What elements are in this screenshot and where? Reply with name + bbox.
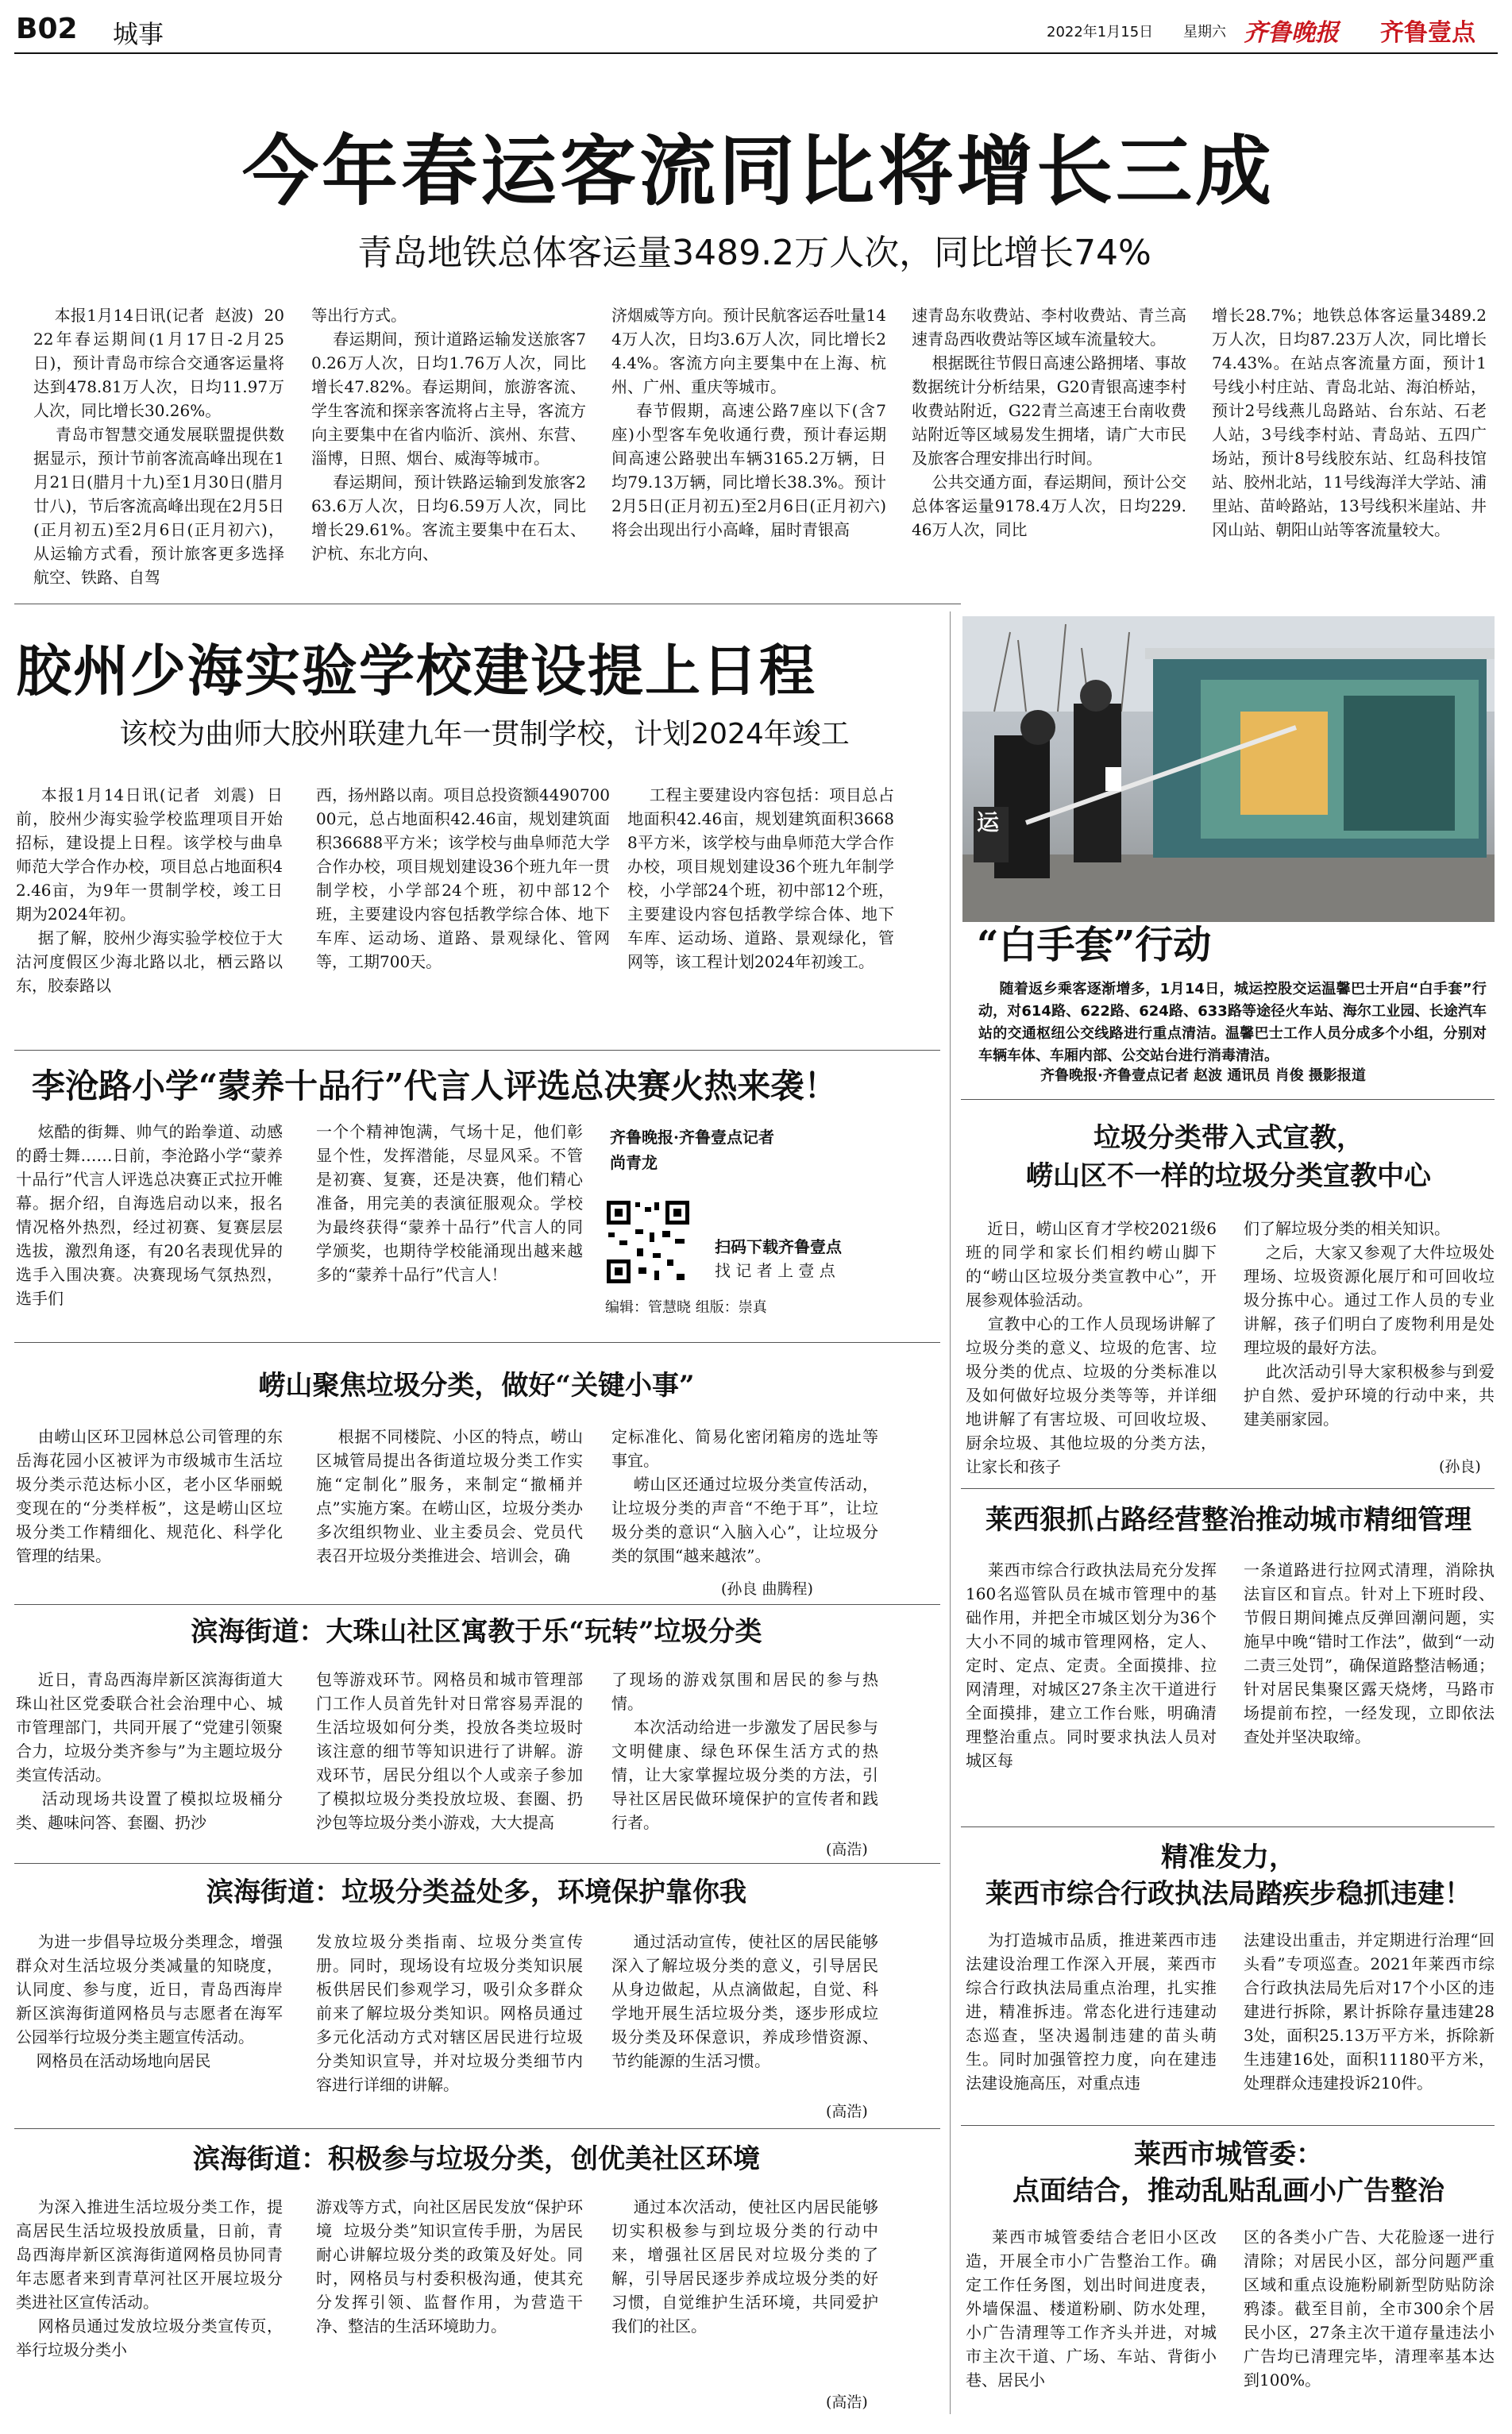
a8-bottom-rule <box>961 1488 1495 1489</box>
page-code: B02 <box>16 13 78 45</box>
a7-byline: (高浩) <box>826 2393 868 2411</box>
a3-col1: 炫酷的街舞、帅气的跆拳道、动感的爵士舞……日前，李沧路小学“蒙养十品行”代言人评选总决赛正式拉开帷幕。据介绍，自海选启动以来，报名情况格外热烈，经过初赛、复赛层层选拔，激烈角逐，有20名表现优异的选手入围决赛。决赛现场气氛热烈，选手们 <box>16 1122 283 1308</box>
a2-col2: 西，扬州路以南。项目总投资额449070000元，总占地面积42.46亩，规划建筑面积36688平方米；该学校与曲阜师范大学合作办校，项目规划建设36个班九年一贯制学校，小学部24个班，初中部12个班，主要建设内容包括教学综合体、地下车库、运动场、道路、景观绿化、管网等，工期700天。 <box>316 785 610 971</box>
a5-col1: 近日，青岛西海岸新区滨海街道大珠山社区党委联合社会治理中心、城市管理部门，共同开展了“党建引领聚合力，垃圾分类齐参与”为主题垃圾分类宣传活动。 活动现场共设置了模拟垃圾桶分类、趣味问答、套圈、扔沙 <box>16 1670 283 1832</box>
a4-col1: 由崂山区环卫园林总公司管理的东岳海花园小区被评为市级城市生活垃圾分类示范达标小区，老小区华丽蜕变现在的“分类样板”，这是崂山区垃圾分类工作精细化、规范化、科学化管理的结果。 <box>16 1427 283 1565</box>
a4-bottom-rule <box>14 1604 940 1605</box>
photo-credit: 齐鲁晚报·齐鲁壹点记者 赵波 通讯员 肖俊 摄影报道 <box>1040 1067 1366 1084</box>
a1-col1: 本报1月14日讯(记者 赵波) 2022年春运期间(1月17日-2月25日)，预计青岛市综合交通客运量将达到478.81万人次，日均11.97万人次，同比增长30.26%。 青岛市智慧交通发展联盟提供数据显示，预计节前客流高峰出现在1月21日(腊月十九)至1月30日(腊月廿八)，节后客流高峰出现在2月5日(正月初五)至2月6日(正月初六)，从运输方式看，预计旅客更多选择航空、铁路、自驾 <box>33 306 284 587</box>
qr-code[interactable] <box>604 1198 692 1286</box>
qr-code-icon <box>604 1198 692 1286</box>
a10-bottom-rule <box>961 2125 1495 2126</box>
a9-col2: 一条道路进行拉网式清理，消除执法盲区和盲点。针对上下班时段、节假日期间摊点反弹回潮问题，实施早中晚“错时工作法”，做到“一动二责三处罚”，确保道路整洁畅通；针对居民集聚区露天烧烤，马路市场提前布控，一经发现，立即依法查处并坚决取缔。 <box>1244 1560 1495 1746</box>
a10-col2: 法建设出重击，并定期进行治理“回头看”专项巡查。2021年莱西市综合行政执法局先后对17个小区的违建进行拆除，累计拆除存量违建283处，面积25.13万平方米，拆除新生违建16处，面积11180平方米，处理群众违建投诉210件。 <box>1244 1931 1495 2093</box>
a5-bottom-rule <box>14 1863 940 1864</box>
a1-subhead: 青岛地铁总体客运量3489.2万人次，同比增长74% <box>357 233 1151 273</box>
a8-headline-line2: 崂山区不一样的垃圾分类宣教中心 <box>1026 1160 1431 1192</box>
a3-headline: 李沧路小学“蒙养十品行”代言人评选总决赛火热来袭！ <box>32 1067 838 1105</box>
a8-byline: (孙良) <box>1439 1458 1481 1475</box>
a2-col3: 工程主要建设内容包括：项目总占地面积42.46亩，规划建筑面积36688平方米，该学校与曲阜师范大学合作办校，项目规划建设36个班九年制学校，小学部24个班，初中部12个班，主要建设内容包括教学综合体、地下车库、运动场、道路、景观绿化，管网等，该工程计划2024年初竣工。 <box>627 785 894 971</box>
white-glove-photo <box>962 616 1495 922</box>
brand-logo-qilu-evening: 齐鲁晚报 <box>1244 19 1339 47</box>
a3-reporter-name: 尚青龙 <box>610 1153 658 1172</box>
section-name: 城事 <box>113 19 164 49</box>
a11-headline-line2: 点面结合，推动乱贴乱画小广告整治 <box>1012 2175 1444 2207</box>
brand-logo-qilu-yidian: 齐鲁壹点 <box>1380 19 1475 47</box>
a11-col2: 区的各类小广告、大花脸逐一进行清除；对居民小区，部分问题严重区域和重点设施粉刷新型防贴防涂鸦漆。截至目前，全市300余个居民小区，27条主次干道存量违法小广告均已清理完毕，清理率基本达到100%。 <box>1244 2228 1495 2390</box>
a10-headline-line2: 莱西市综合行政执法局踏疾步稳抓违建！ <box>986 1878 1472 1910</box>
a8-col1: 近日，崂山区育才学校2021级6班的同学和家长们相约崂山脚下的“崂山区垃圾分类宣教中心”，开展参观体验活动。 宣教中心的工作人员现场讲解了垃圾分类的意义、垃圾的危害、垃圾分类的优点、垃圾的分类标准以及如何做好垃圾分类等等，并详细地讲解了有害垃圾、可回收垃圾、厨余垃圾、其他垃圾的分类方法，让家长和孩子 <box>966 1219 1217 1476</box>
a9-headline: 莱西狠抓占路经营整治推动城市精细管理 <box>986 1504 1472 1536</box>
a1-col4: 速青岛东收费站、李村收费站、青兰高速青岛西收费站等区域车流量较大。 根据既往节假日高速公路拥堵、事故数据统计分析结果，G20青银高速李村收费站附近，G22青兰高速王台南收费站附近等区域易发生拥堵，请广大市民及旅客合理安排出行时间。 公共交通方面，春运期间，预计公交总体客运量9178.4万人次，日均229.46万人次，同比 <box>912 306 1186 539</box>
a3-bottom-rule <box>14 1342 940 1343</box>
a11-col1: 莱西市城管委结合老旧小区改造，开展全市小广告整治工作。确定工作任务图，划出时间进度表，外墙保温、楼道粉刷、防水处理，小广告清理等工作齐头并进，对城市主次干道、广场、车站、背街小巷、居民小 <box>966 2228 1217 2390</box>
a1-headline: 今年春运客流同比将增长三成 <box>242 126 1275 216</box>
a6-bottom-rule <box>14 2128 940 2129</box>
a8-col2: 们了解垃圾分类的相关知识。 之后，大家又参观了大件垃圾处理场、垃圾资源化展厅和可回收垃圾分拣中心。通过工作人员的专业讲解，孩子们明白了废物利用是处理垃圾的最好方法。 此次活动引导大家积极参与到爱护自然、爱护环境的行动中来，共建美丽家园。 <box>1244 1219 1495 1429</box>
a11-headline-line1: 莱西市城管委： <box>1134 2139 1323 2170</box>
a6-col2: 发放垃圾分类指南、垃圾分类宣传册。同时，现场设有垃圾分类知识展板供居民们参观学习，吸引众多群众前来了解垃圾分类知识。网格员通过多元化活动方式对辖区居民进行垃圾分类知识宣导，并对垃圾分类细节内容进行详细的讲解。 <box>316 1932 583 2094</box>
a2-subhead: 该校为曲师大胶州联建九年一贯制学校，计划2024年竣工 <box>119 718 850 750</box>
a5-headline: 滨海街道：大珠山社区寓教于乐“玩转”垃圾分类 <box>191 1616 762 1648</box>
photo-caption-title: “白手套”行动 <box>977 923 1212 967</box>
a2-bottom-rule <box>14 1050 940 1051</box>
a3-reporter-label: 齐鲁晚报·齐鲁壹点记者 <box>610 1128 774 1147</box>
a8-headline-line1: 垃圾分类带入式宣教， <box>1094 1122 1364 1154</box>
a9-bottom-rule <box>961 1826 1495 1827</box>
a7-col1: 为深入推进生活垃圾分类工作，提高居民生活垃圾投放质量，日前，青岛西海岸新区滨海街道网格员协同青年志愿者来到青草河社区开展垃圾分类进社区宣传活动。 网格员通过发放垃圾分类宣传页，举行垃圾分类小 <box>16 2197 283 2359</box>
photo-sign-text: 运 <box>977 809 1000 835</box>
a6-byline: (高浩) <box>826 2103 868 2120</box>
photo-scene <box>962 616 1495 922</box>
a7-col2: 游戏等方式，向社区居民发放“保护环境 垃圾分类”知识宣传手册，为居民耐心讲解垃圾分类的政策及好处。同时，网格员与村委积极沟通，使其充分发挥引领、监督作用，为营造干净、整洁的生活环境助力。 <box>316 2197 583 2336</box>
photo-caption-body: 随着返乡乘客逐渐增多，1月14日，城运控股交运温馨巴士开启“白手套”行动，对614路、622路、624路、633路等途径火车站、海尔工业园、长途汽车站的交通枢纽公交线路进行重点清洁。温馨巴士工作人员分成多个小组，分别对车辆车体、车厢内部、公交站台进行消毒清洁。 <box>978 981 1487 1064</box>
a4-col3: 定标准化、简易化密闭箱房的选址等事宜。 崂山区还通过垃圾分类宣传活动，让垃圾分类的声音“不绝于耳”，让垃圾分类的意识“入脑入心”，让垃圾分类的氛围“越来越浓”。 <box>611 1427 878 1565</box>
column-divider-right <box>950 611 951 2414</box>
a1-col5: 增长28.7%；地铁总体客运量3489.2万人次，日均87.23万人次，同比增长74.43%。在站点客流量方面，预计1号线小村庄站、青岛北站、海泊桥站，预计2号线燕儿岛路站、台东站、石老人站，3号线李村站、青岛站、五四广场站，预计8号线胶东站、红岛科技馆站、胶州北站，11号线海洋大学站、浦里站、苗岭路站，13号线积米崖站、井冈山站、朝阳山站等客流量较大。 <box>1212 306 1487 539</box>
a5-col2: 包等游戏环节。网格员和城市管理部门工作人员首先针对日常容易弄混的生活垃圾如何分类，投放各类垃圾时该注意的细节等知识进行了讲解。游戏环节，居民分组以个人或亲子参加了模拟垃圾分类投放垃圾、套圈、扔沙包等垃圾分类小游戏，大大提高 <box>316 1670 583 1832</box>
a4-headline: 崂山聚焦垃圾分类，做好“关键小事” <box>258 1370 695 1402</box>
a10-headline-line1: 精准发力， <box>1161 1842 1296 1873</box>
a9-col1: 莱西市综合行政执法局充分发挥160名巡管队员在城市管理中的基础作用，并把全市城区划分为36个大小不同的城市管理网格，定人、定时、定点、定责。全面摸排、拉网清理，对城区27条主次干道进行全面摸排，建立工作台账，明确清理整治重点。同时要求执法人员对城区每 <box>966 1560 1217 1770</box>
a2-col1: 本报1月14日讯(记者 刘震) 日前，胶州少海实验学校监理项目开始招标，建设提上日程。该学校与曲阜师范大学合作办校，项目总占地面积42.46亩，为9年一贯制学校，竣工日期为2024年初。 据了解，胶州少海实验学校位于大沽河度假区少海北路以北，栖云路以东，胶泰路以 <box>16 785 283 995</box>
issue-date: 2022年1月15日 <box>1047 24 1154 41</box>
a5-col3: 了现场的游戏氛围和居民的参与热情。 本次活动给进一步激发了居民参与文明健康、绿色环保生活方式的热情，让大家掌握垃圾分类的方法，引导社区居民做环境保护的宣传者和践行者。 <box>611 1670 878 1832</box>
a6-headline: 滨海街道：垃圾分类益处多，环境保护靠你我 <box>206 1877 746 1908</box>
a6-col3: 通过活动宣传，使社区的居民能够深入了解垃圾分类的意义，引导居民从身边做起，从点滴做起，自觉、科学地开展生活垃圾分类，逐步形成垃圾分类及环保意识，养成珍惜资源、节约能源的生活习惯。 <box>611 1932 878 2070</box>
a3-col2: 一个个精神饱满，气场十足，他们彰显个性，发挥潜能，尽显风采。不管是初赛、复赛，还是决赛，他们精心准备，用完美的表演征服观众。学校为最终获得“蒙养十品行”代言人的同学颁奖，也期待学校能涌现出越来越多的“蒙养十品行”代言人！ <box>316 1122 583 1284</box>
editor-credit: 编辑：管慧晓 组版：崇真 <box>605 1299 767 1316</box>
issue-weekday: 星期六 <box>1183 24 1226 41</box>
a4-col2: 根据不同楼院、小区的特点，崂山区城管局提出各街道垃圾分类工作实施“定制化”服务，来制定“撤桶并点”实施方案。在崂山区，垃圾分类办多次组织物业、业主委员会、党员代表召开垃圾分类推进会、培训会，确 <box>316 1427 583 1565</box>
qr-title: 扫码下载齐鲁壹点 <box>715 1237 842 1256</box>
a7-headline: 滨海街道：积极参与垃圾分类，创优美社区环境 <box>193 2143 760 2175</box>
a2-headline: 胶州少海实验学校建设提上日程 <box>16 638 816 704</box>
qr-subtitle: 找 记 者 上 壹 点 <box>715 1261 835 1280</box>
a1-col3: 济烟威等方向。预计民航客运吞吐量144万人次，日均3.6万人次，同比增长24.4%。客流方向主要集中在上海、杭州、广州、重庆等城市。 春节假期，高速公路7座以下(含7座)小型客车免收通行费，预计春运期间高速公路驶出车辆3165.2万辆，日均79.13万辆，同比增长38.3%。预计2月5日(正月初五)至2月6日(正月初六)将会出现出行小高峰，届时青银高 <box>611 306 886 539</box>
a10-col1: 为打造城市品质，推进莱西市违法建设治理工作深入开展，莱西市综合行政执法局重点治理，扎实推进，精准拆违。常态化进行违建动态巡查，坚决遏制违建的苗头萌生。同时加强管控力度，向在建违法建设施高压，对重点违 <box>966 1931 1217 2093</box>
a7-col3: 通过本次活动，使社区内居民能够切实积极参与到垃圾分类的行动中来，增强社区居民对垃圾分类的了解，引导居民逐步养成垃圾分类的好习惯，自觉维护生活环境，共同爱护我们的社区。 <box>611 2197 878 2336</box>
a6-col1: 为进一步倡导垃圾分类理念，增强群众对生活垃圾分类减量的知晓度，认同度、参与度，近日，青岛西海岸新区滨海街道网格员与志愿者在海军公园举行垃圾分类主题宣传活动。 网格员在活动场地向居民 <box>16 1932 283 2070</box>
a5-byline: (高浩) <box>826 1841 868 1858</box>
header-rule <box>14 52 1498 54</box>
a1-col2: 等出行方式。 春运期间，预计道路运输发送旅客70.26万人次，日均1.76万人次，同比增长47.82%。春运期间，旅游客流、学生客流和探亲客流将占主导，客流方向主要集中在省内临沂、滨州、东营、淄博，日照、烟台、威海等城市。 春运期间，预计铁路运输到发旅客263.6万人次，日均6.59万人次，同比增长29.61%。客流主要集中在石太、沪杭、东北方向、 <box>311 306 586 563</box>
a4-byline: (孙良 曲腾程) <box>721 1580 813 1598</box>
a8-top-rule <box>961 1099 1495 1100</box>
